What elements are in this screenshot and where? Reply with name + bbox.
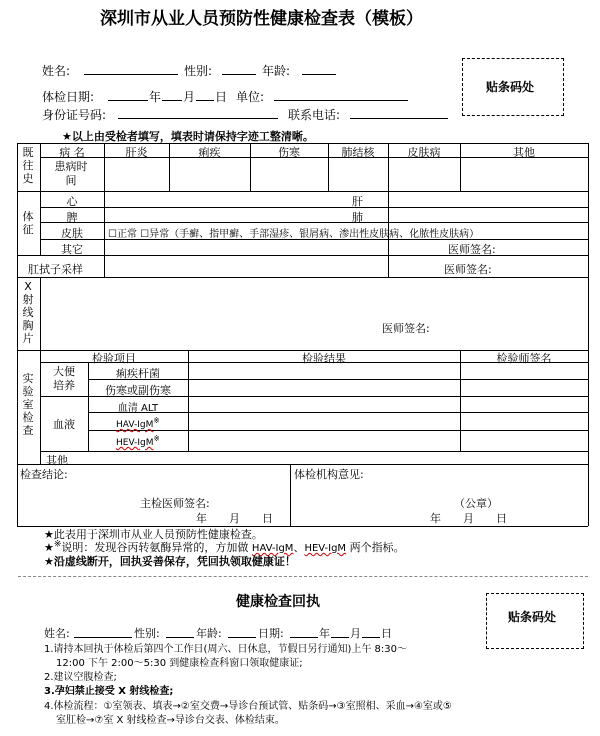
receipt-month-label: 月 [350,627,361,640]
opinion-date: 年 月 日 [430,512,507,525]
hav-star: ※ [153,416,160,425]
stool-culture-label: 大便培养 [53,365,75,392]
note-2-prefix: ★ [44,541,54,554]
receipt-day-label: 日 [381,627,392,640]
lung-label: 肺 [352,211,363,224]
receipt-gender-field[interactable] [166,637,194,638]
phone-label: 联系电话: [288,108,341,122]
gender-field[interactable] [222,74,256,75]
hev-star: ※ [153,434,160,443]
receipt-item-1a: 1.请持本回执于体检后第四个工作日(周六、日休息，节假日另行通知)上午 8:30～ [44,644,407,655]
age-label: 年龄: [262,64,291,78]
conclusion-label: 检查结论: [20,468,68,481]
history-header-tb: 肺结核 [341,146,375,159]
receipt-year-label: 年 [319,627,330,640]
note-2-text-b: 两个指标。 [346,541,405,554]
exam-year-field[interactable] [108,100,148,101]
xray-doctor-sign: 医师签名: [382,322,430,335]
exam-title: 体征 [22,210,34,236]
dysentery-item: 痢疾杆菌 [116,367,160,380]
typhoid-item: 伤寒或副伤寒 [105,384,171,397]
institution-opinion-label: 体检机构意见: [294,468,364,481]
alt-item: 血清 ALT [117,403,159,414]
receipt-name-field[interactable] [74,637,132,638]
anal-swab-doctor-sign: 医师签名: [444,263,492,276]
id-label: 身份证号码: [42,108,107,122]
history-header-other: 其他 [513,146,535,159]
spleen-label: 脾 [66,211,78,224]
anal-swab-label: 肛拭子采样 [28,263,83,276]
lab-header-result: 检验结果 [302,352,346,365]
gender-label: 性别: [184,64,213,78]
year-label: 年 [149,90,162,104]
day-label: 日 [215,90,228,104]
phone-field[interactable] [350,118,448,119]
skin-options[interactable]: ☐正常 ☐异常（手癣、指甲癣、手部湿疹、银屑病、渗出性皮肤病、化脓性皮肤病） [108,229,480,240]
history-row-label: 患病时间 [54,160,88,187]
exam-other-label: 其它 [61,243,83,256]
receipt-year-field[interactable] [290,637,318,638]
exam-doctor-sign: 医师签名: [448,243,496,256]
receipt-item-4b: 室肛检→⑦室 X 射线检查→导诊台交表、体检结束。 [56,715,285,726]
lab-other-label: 其他 [46,454,68,467]
receipt-date-label: 日期: [258,627,284,640]
cut-line [18,576,588,577]
receipt-day-field[interactable] [362,637,380,638]
conclusion-date: 年 月 日 [196,512,273,525]
hev-text: HEV-IgM [116,438,154,448]
fill-instruction: ★以上由受检者填写，填表时请保持字迹工整清晰。 [62,130,314,143]
age-field[interactable] [302,74,336,75]
lab-header-item: 检验项目 [92,352,136,365]
history-header-typhoid: 伤寒 [278,146,300,159]
skin-label: 皮肤 [61,227,83,240]
receipt-barcode-label: 贴条码处 [508,610,557,624]
receipt-name-label: 姓名: [44,627,70,640]
receipt-age-field[interactable] [228,637,256,638]
hav-text: HAV-IgM [116,420,154,430]
note-1: ★此表用于深圳市从业人员预防性健康检查。 [44,528,263,541]
seal-label: （公章） [454,497,498,510]
heart-label: 心 [66,195,78,208]
unit-field[interactable] [274,100,408,101]
receipt-item-1b: 12:00 下午 2:00～5:30 到健康检查科窗口领取健康证; [56,658,303,669]
name-label: 姓名: [42,64,71,78]
blood-label: 血液 [53,418,75,431]
history-header-dysentery: 痢疾 [198,146,221,159]
history-header-hepatitis: 肝炎 [125,146,148,159]
month-label: 月 [183,90,196,104]
receipt-item-3: 3.孕妇禁止接受 X 射线检查; [44,686,174,697]
name-field[interactable] [84,74,178,75]
history-header-name: 病 名 [59,146,85,159]
receipt-item-2: 2.建议空腹检查; [44,672,117,683]
receipt-month-field[interactable] [331,637,349,638]
receipt-title: 健康检查回执 [236,594,320,610]
receipt-gender-label: 性别: [134,627,160,640]
exam-date-label: 体检日期: [42,90,95,104]
lab-title: 实验室检查 [22,372,34,437]
chief-doctor-sign: 主检医师签名: [140,497,210,510]
id-field[interactable] [118,118,278,119]
note-2-text-a: 说明：发现谷丙转氨酶异常的，方加做 [61,541,252,554]
note-2-hev: HEV-IgM [304,543,347,554]
hev-item [116,434,160,448]
exam-day-field[interactable] [196,100,214,101]
history-title: 既往史 [22,146,34,185]
liver-label: 肝 [352,195,363,208]
hav-item [116,416,160,430]
receipt-item-4a: 4.体检流程：①室领表、填表→②室交费→导诊台预试管、贴条码→③室照相、采血→④室或⑤ [44,701,452,712]
note-2-sep: 、 [293,541,305,554]
history-header-skin: 皮肤病 [407,146,441,159]
note-2-hav: HAV-IgM [251,543,294,554]
exam-month-field[interactable] [162,100,182,101]
note-3: ★沿虚线断开，回执妥善保存，凭回执领取健康证！ [44,555,296,568]
lab-header-signature: 检验师签名 [496,352,552,365]
page-title: 深圳市从业人员预防性健康检查表（模板） [100,9,423,29]
receipt-age-label: 年龄: [196,627,222,640]
xray-title: X射线胸片 [22,280,34,345]
note-2-star: ※ [53,539,62,550]
barcode-label: 贴条码处 [486,80,535,94]
unit-label: 单位: [236,90,265,104]
